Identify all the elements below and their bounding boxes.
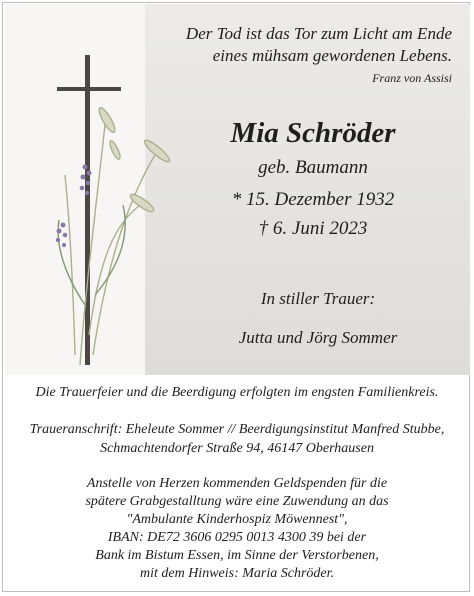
donation-line-2: spätere Grabgestalltung wäre eine Zuwendung an das <box>85 494 389 509</box>
birth-name: geb. Baumann <box>258 157 368 178</box>
quote-line-2: eines mühsam gewordenen Lebens. <box>212 46 452 65</box>
donation-line-6: mit dem Hinweis: Maria Schröder. <box>139 566 335 581</box>
birth-date: * 15. Dezember 1932 <box>231 189 395 210</box>
quote-line-1: Der Tod ist das Tor zum Licht am Ende <box>185 24 452 43</box>
quote-author: Franz von Assisi <box>372 71 452 85</box>
death-date: † 6. Juni 2023 <box>258 218 368 239</box>
deceased-name: Mia Schröder <box>230 117 396 149</box>
mourners-names: Jutta und Jörg Sommer <box>238 328 398 347</box>
donation-line-4: IBAN: DE72 3606 0295 0013 4300 39 bei der <box>107 530 367 545</box>
donation-line-5: Bank im Bistum Essen, im Sinne der Verstorbenen, <box>95 548 379 563</box>
decoration <box>45 55 195 375</box>
donation-line-1: Anstelle von Herzen kommenden Geldspenden für die <box>86 476 388 491</box>
address-line-1: Traueranschrift: Eheleute Sommer // Beerdigungsinstitut Manfred Stubbe, <box>29 422 445 437</box>
donation-line-3: "Ambulante Kinderhospiz Möwennest", <box>126 512 348 527</box>
address-line-2: Schmachtendorfer Straße 94, 46147 Oberhausen <box>100 441 374 456</box>
funeral-note: Die Trauerfeier und die Beerdigung erfolgten im engsten Familienkreis. <box>35 385 439 400</box>
mourners-heading: In stiller Trauer: <box>260 289 376 308</box>
cross-icon <box>57 55 121 365</box>
wheat-icon <box>58 106 172 365</box>
